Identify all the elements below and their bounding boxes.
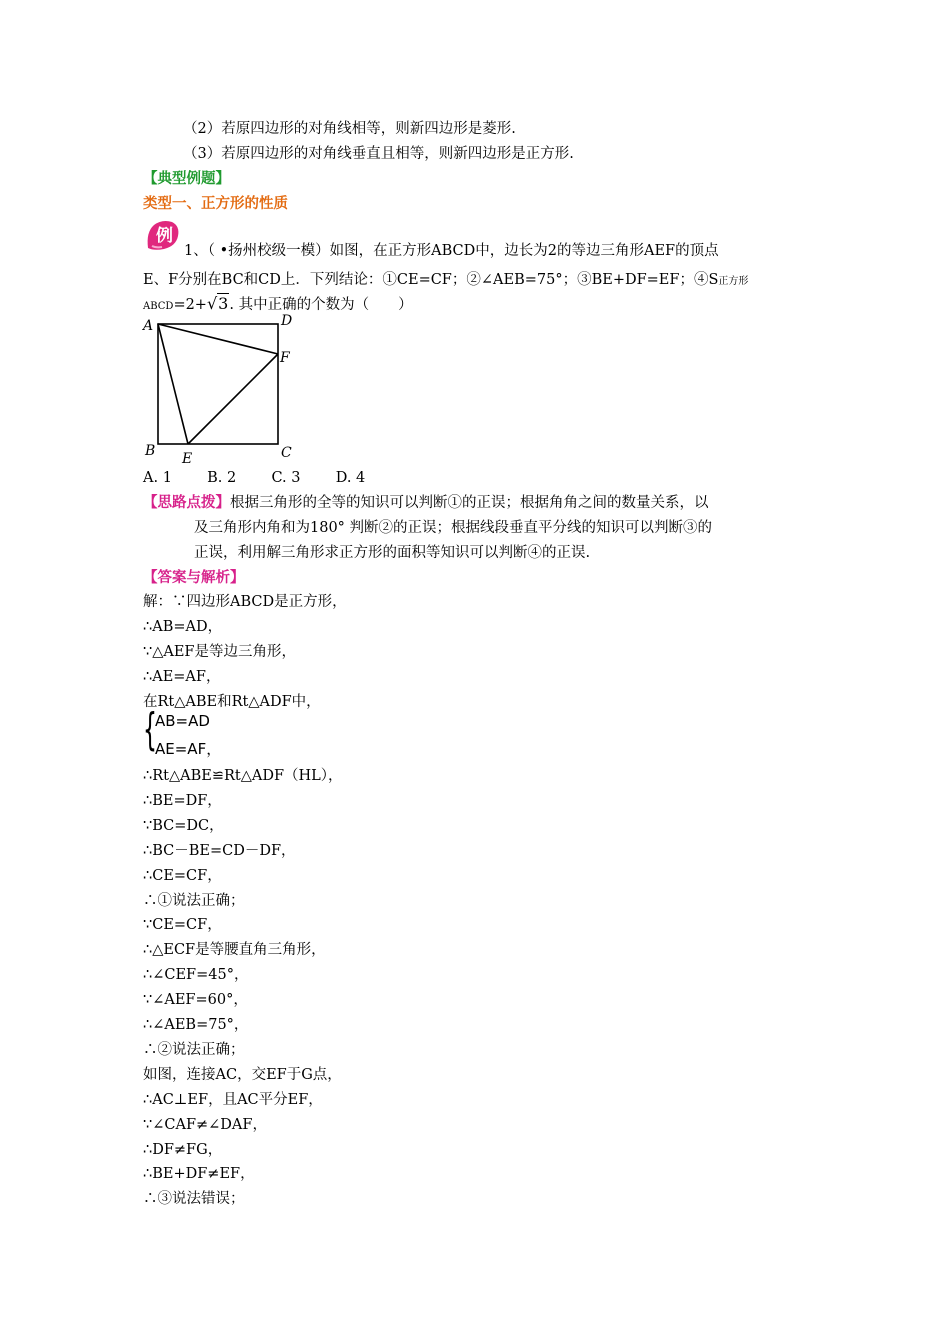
solution-line: ∴∠CEF=45°， (143, 967, 249, 984)
option-d: D. 4 (335, 470, 366, 486)
solution-line: ∴AE=AF， (143, 669, 221, 685)
option-a: A. 1 (143, 470, 172, 486)
hint-line-3: 正误，利用解三角形求正方形的面积等知识可以判断④的正误. (194, 545, 591, 561)
question-line-3-rest: . 其中正确的个数为（ ） (229, 297, 413, 313)
system-row-2: AE=AF， (155, 740, 222, 758)
example-badge-label: 例 (156, 226, 173, 246)
heading-type-one: 类型一、正方形的性质 (143, 196, 288, 212)
solution-line: ∴③说法错误； (143, 1191, 245, 1208)
solution-line: 如图，连接AC，交EF于G点， (143, 1066, 342, 1083)
solution-line: ∴DF≠FG， (143, 1141, 223, 1158)
solution-line: ∴AC⊥EF，且AC平分EF， (143, 1091, 323, 1108)
question-subscript-abcd: ABCD (143, 301, 174, 312)
question-line-2-text: E、F分别在BC和CD上．下列结论：①CE=CF；②∠AEB=75°；③BE+DF=EF；④S (143, 272, 719, 288)
answer-heading: 【答案与解析】 (143, 570, 245, 586)
hint-line-2: 及三角形内角和为180° 判断②的正误；根据线段垂直平分线的知识可以判断③的 (194, 520, 713, 536)
label-c: C (281, 445, 292, 461)
question-subscript-square: 正方形 (718, 276, 749, 287)
solution-line: 在Rt△ABE和Rt△ADF中， (143, 694, 321, 710)
solution-line: ∴Rt△ABE≌Rt△ADF（HL）， (143, 768, 343, 784)
solution-line: ∴②说法正确； (143, 1041, 245, 1058)
solution-line: ∴△ECF是等腰直角三角形， (143, 942, 326, 959)
hint-line-1 (143, 493, 709, 513)
solution-line: ∴BC－BE=CD－DF， (143, 842, 296, 859)
solution-line: ∵∠CAF≠∠DAF， (143, 1116, 267, 1133)
square-figure (142, 312, 297, 468)
solution-line: ∴BE=DF， (143, 792, 222, 809)
segment-ef (188, 354, 278, 444)
left-brace-icon: { (143, 704, 157, 755)
sqrt-radicand: 3 (218, 294, 229, 313)
label-b: B (145, 443, 156, 459)
hint-heading: 【思路点拨】 (143, 495, 230, 511)
solution-line: ∴CE=CF， (143, 867, 222, 884)
heading-typical-examples: 【典型例题】 (143, 171, 230, 187)
solution-line: ∴①说法正确； (143, 892, 245, 909)
sqrt-symbol-icon: √ (206, 294, 218, 313)
intro-line-2: （2）若原四边形的对角线相等，则新四边形是菱形. (183, 121, 516, 137)
solution-line: ∴AB=AD， (143, 619, 223, 635)
segment-ae (158, 324, 188, 444)
segment-af (158, 324, 278, 354)
square-abcd (158, 324, 278, 444)
label-e: E (182, 451, 193, 464)
intro-line-3: （3）若原四边形的对角线垂直且相等，则新四边形是正方形. (183, 146, 574, 162)
question-line-1: 1、（ •扬州校级一模）如图，在正方形ABCD中，边长为2的等边三角形AEF的顶点 (184, 243, 719, 259)
label-a: A (143, 318, 154, 334)
label-f: F (280, 350, 290, 366)
label-d: D (281, 313, 293, 329)
question-eq: =2+ (173, 297, 207, 313)
solution-line: ∴BE+DF≠EF， (143, 1166, 255, 1183)
hint-text-1: 根据三角形的全等的知识可以判断①的正误；根据角角之间的数量关系，以 (230, 495, 709, 511)
option-b: B. 2 (207, 470, 237, 486)
option-c: C. 3 (271, 470, 301, 486)
solution-line: 解：∵四边形ABCD是正方形， (143, 594, 347, 610)
system-row-1: AB=AD (155, 712, 210, 730)
solution-line: ∴∠AEB=75°， (143, 1017, 249, 1033)
solution-line: ∵△AEF是等边三角形， (143, 644, 296, 660)
answer-options (143, 468, 365, 488)
solution-line: ∵BC=DC， (143, 817, 224, 834)
solution-line: ∵CE=CF， (143, 917, 222, 934)
solution-line: ∵∠AEF=60°， (143, 992, 248, 1009)
question-line-2 (143, 270, 748, 292)
example-badge-icon (144, 218, 182, 252)
